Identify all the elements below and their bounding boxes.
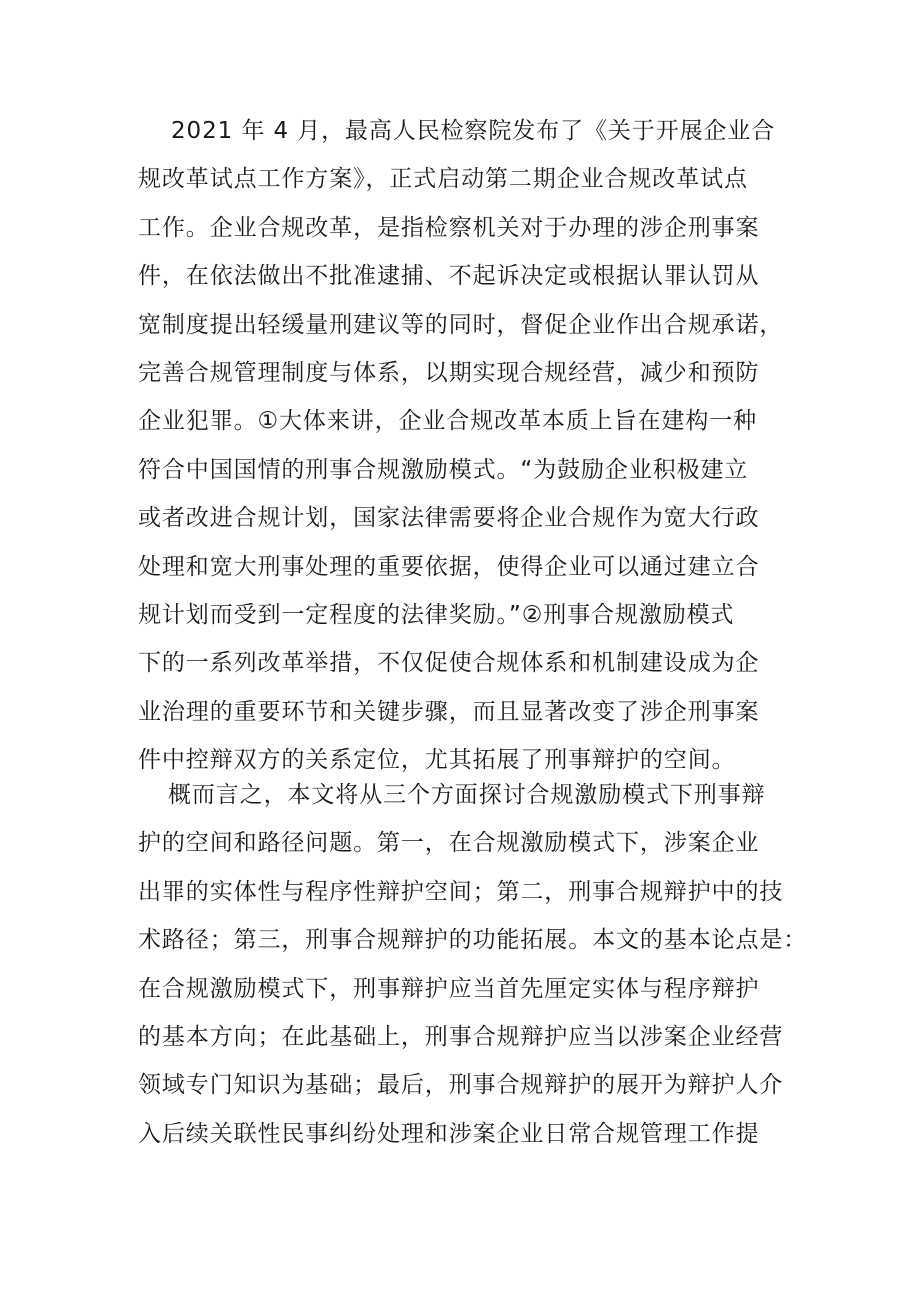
paragraph-line: 2021 年 4 月，最高人民检察院发布了《关于开展企业合 xyxy=(171,118,776,144)
paragraph-line: 件，在依法做出不批准逮捕、不起诉决定或根据认罪认罚从 xyxy=(138,263,760,290)
paragraph-line: 领域专门知识为基础；最后，刑事合规辩护的展开为辩护人介 xyxy=(138,1072,784,1099)
paragraph-line: 业治理的重要环节和关键步骤，而且显著改变了涉企刑事案 xyxy=(138,698,760,725)
paragraph-line: 规改革试点工作方案》，正式启动第二期企业合规改革试点 xyxy=(138,166,748,193)
paragraph-line: 的基本方向；在此基础上，刑事合规辩护应当以涉案企业经营 xyxy=(138,1023,784,1050)
paragraph-line: 入后续关联性民事纠纷处理和涉案企业日常合规管理工作提 xyxy=(138,1120,760,1147)
paragraph-line: 处理和宽大刑事处理的重要依据，使得企业可以通过建立合 xyxy=(138,553,760,580)
paragraph-line: 企业犯罪。①大体来讲，企业合规改革本质上旨在建构一种 xyxy=(138,408,758,435)
paragraph-line: 完善合规管理制度与体系，以期实现合规经营，减少和预防 xyxy=(138,359,760,386)
paragraph-line: 工作。企业合规改革，是指检察机关对于办理的涉企刑事案 xyxy=(138,214,760,241)
paragraph-line: 或者改进合规计划，国家法律需要将企业合规作为宽大行政 xyxy=(138,505,760,532)
paragraph-2 xyxy=(138,771,808,1158)
paragraph-line: 宽制度提出轻缓量刑建议等的同时，督促企业作出合规承诺， xyxy=(138,311,784,338)
paragraph-line: 件中控辩双方的关系定位，尤其拓展了刑事辩护的空间。 xyxy=(138,747,736,774)
paragraph-line: 术路径；第三，刑事合规辩护的功能拓展。本文的基本论点是： xyxy=(138,927,808,954)
paragraph-1 xyxy=(138,107,788,784)
paragraph-line: 下的一系列改革举措，不仅促使合规体系和机制建设成为企 xyxy=(138,650,760,677)
paragraph-line: 护的空间和路径问题。第一，在合规激励模式下，涉案企业 xyxy=(138,830,760,857)
paragraph-line: 出罪的实体性与程序性辩护空间；第二，刑事合规辩护中的技 xyxy=(138,878,784,905)
paragraph-line: 规计划而受到一定程度的法律奖励。”②刑事合规激励模式 xyxy=(138,601,735,628)
paragraph-line: 在合规激励模式下，刑事辩护应当首先厘定实体与程序辩护 xyxy=(138,975,760,1002)
paragraph-line: 符合中国国情的刑事合规激励模式。“为鼓励企业积极建立 xyxy=(138,456,749,483)
paragraph-line: 概而言之，本文将从三个方面探讨合规激励模式下刑事辩 xyxy=(168,782,766,808)
